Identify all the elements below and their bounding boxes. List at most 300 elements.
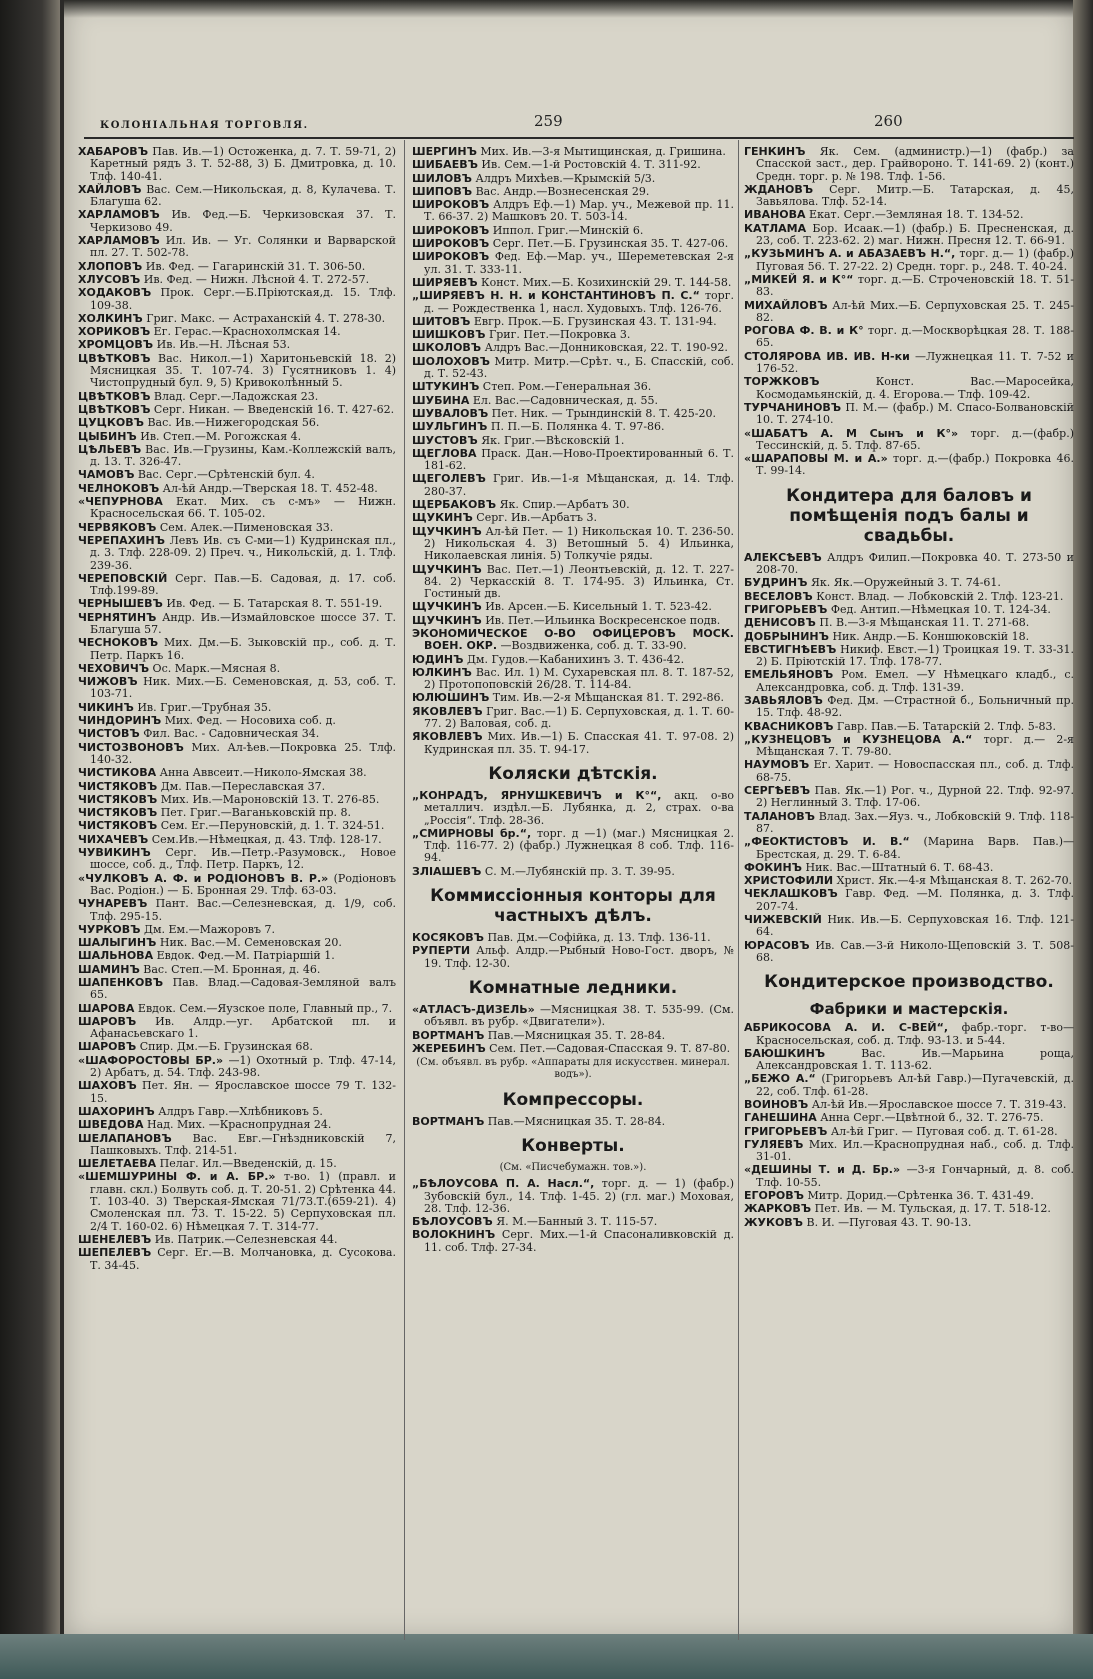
directory-entry bbox=[744, 428, 1074, 453]
entry-name: ЧАМОВЪ bbox=[78, 468, 135, 482]
entry-name: «ШЕМШУРИНЫ Ф. и А. БР.» bbox=[78, 1170, 276, 1184]
entry-details: фабр.-торг. т-во—Красносельская, соб. д. Тлф. 93-13. и 5-44. bbox=[756, 1021, 1074, 1047]
directory-entry bbox=[412, 473, 734, 498]
entry-name: МИХАЙЛОВЪ bbox=[744, 298, 828, 312]
entry-details: Ел. Вас.—Садовническая, д. 55. bbox=[469, 393, 658, 407]
directory-entry bbox=[78, 715, 396, 727]
entry-details: Серг. Митр.—Б. Татарская, д. 45, Завьялова. Тлф. 52-14. bbox=[756, 182, 1074, 209]
directory-entry bbox=[78, 1003, 396, 1015]
directory-entry bbox=[78, 612, 396, 637]
entry-name: ШИРОКОВЪ bbox=[412, 250, 490, 264]
directory-entry bbox=[412, 199, 734, 224]
column-divider bbox=[404, 140, 405, 1640]
directory-entry bbox=[78, 1055, 396, 1080]
entry-name: ДЕНИСОВЪ bbox=[744, 616, 816, 630]
directory-entry bbox=[78, 146, 396, 183]
entry-details: Фед. Дм. —Страстной б., Больничный пр. 15. Тлф. 48-92. bbox=[756, 693, 1074, 720]
entry-name: ЖЕРЕБИНЪ bbox=[412, 1041, 486, 1055]
entry-details: Пелаг. Ил.—Введенскій, д. 15. bbox=[156, 1157, 337, 1171]
entry-name: ШАЛЬНОВА bbox=[78, 949, 154, 963]
directory-entry bbox=[78, 937, 396, 949]
entry-details: Пав. Дм.—Софійка, д. 13. Тлф. 136-11. bbox=[483, 931, 711, 945]
entry-details: Серг. Никан. — Введенскій 16. Т. 427-62. bbox=[150, 402, 395, 416]
entry-details: Мих. Ив.—3-я Мытищинская, д. Гришина. bbox=[476, 145, 726, 158]
entry-details: Анна Аввсеит.—Николо-Ямская 38. bbox=[156, 766, 367, 780]
entry-details: Бор. Исаак.—1) (фабр.) Б. Пресненская, д. 23, соб. Т. 223-62. 2) маг. Нижн. Пресня 12. Т. 66-91. bbox=[756, 221, 1074, 248]
directory-entry bbox=[78, 637, 396, 662]
entry-details: Григ. Макс. — Астраханскій 4. Т. 278-30. bbox=[142, 311, 386, 325]
directory-entry bbox=[744, 631, 1074, 643]
entry-name: ШАРОВЪ bbox=[78, 1014, 137, 1028]
entry-details: Конст. Вас.—Маросейка, Космодамьянскій, д. 4. Егорова.— Тлф. 109-42. bbox=[756, 375, 1074, 401]
entry-name: ЗЛІАШЕВЪ bbox=[412, 864, 482, 878]
directory-entry bbox=[744, 146, 1074, 183]
entry-name: ЧЕЛНОКОВЪ bbox=[78, 481, 160, 495]
entry-details: Ил. Ив. — Уг. Солянки и Варварской пл. 27. Т. 502-78. bbox=[90, 234, 396, 260]
entry-name: ЧИСТИКОВА bbox=[78, 766, 157, 780]
entry-name: „МИКЕЙ Я. и К°“ bbox=[744, 272, 854, 286]
directory-entry bbox=[78, 834, 396, 846]
directory-entry bbox=[412, 277, 734, 289]
entry-details: П. В.—3-я Мѣщанская 11. Т. 271-68. bbox=[815, 616, 1030, 630]
directory-entry bbox=[744, 759, 1074, 784]
directory-entry bbox=[412, 1116, 734, 1128]
directory-entry bbox=[744, 1126, 1074, 1138]
directory-entry bbox=[78, 1133, 396, 1158]
directory-entry bbox=[744, 669, 1074, 694]
entry-name: ШИРЯЕВЪ bbox=[412, 275, 478, 289]
page-number-left: 259 bbox=[534, 112, 563, 130]
entry-name: „КУЗНЕЦОВЪ и КУЗНЕЦОВА А.“ bbox=[744, 732, 973, 746]
entry-details: П. М.— (фабр.) М. Спасо-Болвановскій 10. Т. 274-10. bbox=[756, 400, 1074, 427]
entry-details: Фед. Еф.—Мар. уч., Шереметевская 2-я ул. 31. Т. 333-11. bbox=[424, 250, 734, 276]
entry-name: ШВЕДОВА bbox=[78, 1118, 144, 1132]
entry-name: РУПЕРТИ bbox=[412, 944, 471, 958]
entry-details: Ник. Ив.—Б. Серпуховская 16. Тлф. 121-64. bbox=[756, 913, 1074, 939]
entry-name: ШИРОКОВЪ bbox=[412, 198, 490, 212]
entry-details: Серг. Пет.—Б. Грузинская 35. Т. 427-06. bbox=[489, 237, 729, 251]
entry-name: «ШАБАТЪ А. М Сынъ и К°» bbox=[744, 426, 959, 440]
entry-name: ЩЕГОЛЕВЪ bbox=[412, 472, 486, 486]
directory-entry bbox=[78, 728, 396, 740]
directory-entry bbox=[78, 794, 396, 806]
entry-name: ШУВАЛОВЪ bbox=[412, 406, 489, 420]
entry-name: «ЧЕПУРНОВА bbox=[78, 495, 163, 509]
directory-entry bbox=[412, 828, 734, 865]
directory-entry bbox=[78, 287, 396, 312]
entry-details: Пет. Ян. — Ярославское шоссе 79 Т. 132-15. bbox=[90, 1079, 396, 1105]
entry-details: Вас. Никол.—1) Харитоньевскій 18. 2) Мясницкая 35. Т. 107-74. 3) Гусятниковъ 1. 4) Чистопрудный бул. 9, 5) Кривоколѣнный 5. bbox=[90, 351, 396, 390]
entry-name: ЖАРКОВЪ bbox=[744, 1202, 812, 1216]
entry-name: ЩУЧКИНЪ bbox=[412, 524, 482, 538]
entry-details: Вас. Ив.—Нижегородская 56. bbox=[143, 416, 320, 430]
directory-entry bbox=[78, 1106, 396, 1118]
directory-entry bbox=[744, 875, 1074, 887]
entry-details: Вас. Степ.—М. Бронная, д. 46. bbox=[139, 962, 321, 976]
entry-name: „КОНРАДЪ, ЯРНУШКЕВИЧЪ и К°“, bbox=[412, 788, 662, 802]
entry-details: Ник. Вас.—М. Семеновская 20. bbox=[156, 936, 342, 950]
scanner-bed bbox=[0, 1634, 1093, 1679]
entry-details: Ив. Сем.—1-й Ростовскій 4. Т. 311-92. bbox=[477, 158, 701, 172]
entry-details: Як. Спир.—Арбатъ 30. bbox=[496, 498, 630, 512]
column-1 bbox=[78, 146, 396, 1273]
entry-details: Анна Серг.—Цвѣтной б., 32. Т. 276-75. bbox=[816, 1111, 1044, 1125]
entry-name: ШАРОВА bbox=[78, 1001, 135, 1015]
entry-name: ЧИСТЯКОВЪ bbox=[78, 779, 158, 793]
entry-name: КОСЯКОВЪ bbox=[412, 931, 484, 945]
directory-entry bbox=[744, 1164, 1074, 1189]
entry-details: Ив. Алдр.—уг. Арбатской пл. и Афанасьевскаго 1. bbox=[90, 1014, 396, 1041]
directory-entry bbox=[78, 742, 396, 767]
directory-entry bbox=[744, 836, 1074, 861]
entry-details: Пет. Ник. — Трындинскій 8. Т. 425-20. bbox=[488, 406, 716, 420]
entry-name: ШАМИНЪ bbox=[78, 962, 140, 976]
directory-entry bbox=[412, 1229, 734, 1254]
entry-name: ШАХОРИНЪ bbox=[78, 1104, 155, 1118]
section-heading: Кондитерское производство. bbox=[764, 972, 1054, 993]
entry-name: ЧЕРНЯТИНЪ bbox=[78, 610, 157, 624]
directory-entry bbox=[412, 615, 734, 627]
entry-name: ШАРОВЪ bbox=[78, 1040, 137, 1054]
entry-name: ФОКИНЪ bbox=[744, 860, 802, 874]
directory-entry bbox=[744, 1139, 1074, 1164]
directory-entry bbox=[412, 731, 734, 756]
entry-details: Мих. Дм.—Б. Зыковскій пр., соб. д. Т. Петр. Паркъ 16. bbox=[90, 636, 396, 662]
entry-details: (Марина Варв. Пав.)— Брестская, д. 29. Т. 6-84. bbox=[756, 835, 1074, 861]
entry-details: Пет. Григ.—Ваганьковскій пр. 8. bbox=[157, 806, 352, 820]
entry-name: ТАЛАНОВЪ bbox=[744, 809, 815, 823]
entry-name: ЮРАСОВЪ bbox=[744, 938, 810, 952]
directory-entry bbox=[412, 356, 734, 381]
entry-details: Алдръ Филип.—Покровка 40. Т. 273-50 и 208-70. bbox=[756, 550, 1074, 577]
entry-name: ЦВѢТКОВЪ bbox=[78, 389, 151, 403]
directory-entry bbox=[744, 351, 1074, 376]
entry-name: ВОРТМАНЪ bbox=[412, 1028, 485, 1042]
entry-name: „БѢЛОУСОВА П. А. Насл.“, bbox=[412, 1177, 595, 1191]
directory-entry bbox=[412, 564, 734, 601]
entry-details: Христ. Як.—4-я Мѣщанская 8. Т. 262-70. bbox=[833, 874, 1073, 888]
entry-details: Евдок. Фед.—М. Патріаршій 1. bbox=[153, 949, 335, 963]
entry-details: торг. д.— 2-я Мѣщанская 7. Т. 79-80. bbox=[756, 732, 1074, 759]
entry-name: ШАПЕНКОВЪ bbox=[78, 976, 164, 989]
directory-entry bbox=[78, 326, 396, 338]
entry-name: «ЧУЛКОВЪ А. Ф. и РОДІОНОВЪ В. Р.» bbox=[78, 871, 329, 885]
directory-entry bbox=[78, 1041, 396, 1053]
directory-entry bbox=[78, 483, 396, 495]
entry-details: Ал-ѣй Ив.—Ярославское шоссе 7. Т. 319-43. bbox=[808, 1098, 1067, 1111]
directory-entry bbox=[78, 496, 396, 521]
directory-entry bbox=[78, 535, 396, 572]
entry-name: ШОЛОХОВЪ bbox=[412, 354, 490, 368]
entry-name: ЧУНАРЕВЪ bbox=[78, 897, 148, 911]
entry-details: Фед. Антип.—Нѣмецкая 10. Т. 124-34. bbox=[827, 602, 1051, 616]
directory-entry bbox=[78, 767, 396, 779]
entry-name: ЧИСТЯКОВЪ bbox=[78, 806, 158, 820]
entry-name: ВОЛОКНИНЪ bbox=[412, 1228, 496, 1242]
directory-entry bbox=[78, 807, 396, 819]
entry-name: ЮЛКИНЪ bbox=[412, 665, 472, 679]
directory-entry bbox=[744, 1048, 1074, 1073]
entry-name: ШЕНЕЛЕВЪ bbox=[78, 1232, 152, 1246]
entry-details: Вас. Ив.—Марьина роща, Александровская 1. Т. 113-62. bbox=[756, 1046, 1074, 1073]
entry-details: В. И. —Пуговая 43. Т. 90-13. bbox=[803, 1215, 972, 1229]
directory-entry bbox=[744, 1112, 1074, 1124]
entry-name: ШИРОКОВЪ bbox=[412, 237, 490, 251]
entry-name: ШИТОВЪ bbox=[412, 314, 471, 328]
directory-entry bbox=[78, 1158, 396, 1170]
directory-entry bbox=[78, 391, 396, 403]
directory-entry bbox=[78, 404, 396, 416]
page-content bbox=[64, 0, 1076, 1640]
directory-entry bbox=[412, 932, 734, 944]
directory-entry bbox=[744, 617, 1074, 629]
entry-details: Митр. Митр.—Срѣт. ч., Б. Спасскій, соб. д. Т. 52-43. bbox=[424, 354, 734, 381]
directory-entry bbox=[412, 667, 734, 692]
entry-name: ЧИСТОЗВОНОВЪ bbox=[78, 740, 184, 754]
entry-details: Иппол. Григ.—Минскій 6. bbox=[489, 223, 644, 237]
entry-name: ШУБИНА bbox=[412, 393, 470, 407]
entry-details: Як. Григ.—Вѣсковскій 1. bbox=[477, 433, 625, 447]
entry-details: Ром. Емел. —У Нѣмецкаго кладб., с. Александровка, соб. д. Тлф. 131-39. bbox=[756, 668, 1074, 694]
entry-details: Пав. Як.—1) Рог. ч., Дурной 22. Тлф. 92-97. 2) Неглинный 3. Тлф. 17-06. bbox=[756, 784, 1074, 810]
entry-details: Прок. Серг.—Б.Пріютская,д. 15. Тлф. 109-38. bbox=[90, 286, 396, 312]
entry-name: ЧЕХОВИЧЪ bbox=[78, 661, 150, 675]
entry-name: ХРИСТОФИЛИ bbox=[744, 874, 834, 888]
entry-name: ШУЛЬГИНЪ bbox=[412, 420, 488, 434]
directory-entry bbox=[78, 522, 396, 534]
entry-details: Конст. Влад. — Лобковскій 2. Тлф. 123-21. bbox=[812, 589, 1064, 603]
entry-details: Ег. Харит. — Новоспасская пл., соб. д. Тлф. 68-75. bbox=[756, 758, 1074, 784]
entry-details: Ив. Степ.—М. Рогожская 4. bbox=[136, 429, 302, 443]
entry-details: —Лужнецкая 11. Т. 7-52 и 176-52. bbox=[756, 349, 1074, 376]
section-subheading: Фабрики и мастерскія. bbox=[809, 1000, 1009, 1019]
directory-entry bbox=[412, 238, 734, 250]
entry-details: Ив. Сав.—3-й Николо-Щеповскій 3. Т. 508-68. bbox=[756, 938, 1074, 964]
entry-name: ГРИГОРЬЕВЪ bbox=[744, 1124, 828, 1138]
entry-details: —Воздвиженка, соб. д. Т. 33-90. bbox=[497, 639, 687, 653]
directory-entry bbox=[744, 552, 1074, 577]
entry-name: ХАБАРОВЪ bbox=[78, 145, 149, 158]
entry-name: ХОРИКОВЪ bbox=[78, 325, 151, 339]
entry-name: ЩУЧКИНЪ bbox=[412, 613, 482, 627]
directory-entry bbox=[744, 248, 1074, 273]
directory-entry bbox=[78, 1234, 396, 1246]
entry-name: ЧУВИКИНЪ bbox=[78, 846, 151, 860]
directory-entry bbox=[412, 499, 734, 511]
entry-details: Гавр. Фед. —М. Полянка, д. 3. Тлф. 207-74. bbox=[756, 887, 1074, 913]
entry-name: ЧУРКОВЪ bbox=[78, 922, 141, 936]
entry-name: «ДЕШИНЫ Т. и Д. Бр.» bbox=[744, 1163, 901, 1177]
entry-details: Серг. Мих.—1-й Спасоналивковскій д. 11. соб. Тлф. 27-34. bbox=[424, 1228, 734, 1254]
entry-details: Евгр. Прок.—Б. Грузинская 43. Т. 131-94. bbox=[470, 314, 717, 328]
directory-entry bbox=[744, 811, 1074, 836]
entry-details: Мих. Фед. — Носовиха соб. д. bbox=[161, 714, 336, 728]
entry-details: Левъ Ив. съ С-ми—1) Кудринская пл., д. 3. Тлф. 228-09. 2) Преч. ч., Никольскій, д. 1. Тлф. 239-36. bbox=[90, 533, 396, 572]
directory-entry bbox=[78, 820, 396, 832]
entry-name: ХАРЛАМОВЪ bbox=[78, 208, 160, 222]
directory-entry bbox=[412, 173, 734, 185]
entry-details: Ег. Герас.—Краснохолмская 14. bbox=[150, 325, 341, 339]
entry-name: КВАСНИКОВЪ bbox=[744, 719, 834, 733]
directory-entry bbox=[78, 431, 396, 443]
directory-entry bbox=[78, 1016, 396, 1041]
entry-name: НАУМОВЪ bbox=[744, 758, 810, 772]
directory-entry bbox=[412, 1043, 734, 1055]
entry-name: БѢЛОУСОВЪ bbox=[412, 1215, 493, 1229]
entry-name: ЧИКИНЪ bbox=[78, 700, 134, 714]
directory-entry bbox=[78, 339, 396, 351]
entry-details: Митр. Дорид.—Срѣтенка 36. Т. 431-49. bbox=[804, 1189, 1034, 1203]
directory-entry bbox=[78, 469, 396, 481]
directory-entry bbox=[744, 402, 1074, 427]
entry-name: ЧЕРЕПАХИНЪ bbox=[78, 533, 165, 547]
entry-details: торг. д.— 1) (фабр.) Пуговая 56. Т. 27-22. 2) Средн. торг. р., 248. Т. 40-24. bbox=[756, 247, 1075, 273]
entry-name: ЧЕКЛАШКОВЪ bbox=[744, 887, 838, 901]
entry-name: ШАХОВЪ bbox=[78, 1079, 137, 1093]
entry-details: Ив. Фед. — Нижн. Лѣсной 4. Т. 272-57. bbox=[140, 272, 370, 286]
directory-entry bbox=[744, 940, 1074, 965]
entry-name: ЧЕСНОКОВЪ bbox=[78, 636, 159, 650]
entry-details: —1) Охотный р. Тлф. 47-14, 2) Арбатъ, д. 54. Тлф. 243-98. bbox=[90, 1053, 396, 1080]
entry-name: ШИЛОВЪ bbox=[412, 171, 473, 185]
directory-entry bbox=[412, 186, 734, 198]
entry-name: ЯКОВЛЕВЪ bbox=[412, 704, 483, 718]
directory-entry bbox=[78, 676, 396, 701]
entry-name: ЦВѢТКОВЪ bbox=[78, 351, 151, 365]
entry-details: —3-я Гончарный, д. 8. соб. Тлф. 10-55. bbox=[756, 1163, 1074, 1189]
entry-details: Пав.—Мясницкая 35. Т. 28-84. bbox=[484, 1028, 666, 1042]
directory-entry bbox=[412, 251, 734, 276]
entry-name: ВОРТМАНЪ bbox=[412, 1114, 485, 1128]
entry-details: Ос. Марк.—Мясная 8. bbox=[149, 661, 281, 675]
directory-entry bbox=[744, 644, 1074, 669]
directory-entry bbox=[78, 873, 396, 898]
entry-details: Григ. Пет.—Покровка 3. bbox=[485, 328, 631, 342]
entry-details: торг. д.—Б. Строченовскій 18. Т. 51-83. bbox=[756, 272, 1074, 299]
entry-details: Як. Як.—Оружейный 3. Т. 74-61. bbox=[807, 576, 1001, 590]
entry-name: СЕРГѢЕВЪ bbox=[744, 784, 811, 798]
directory-entry bbox=[412, 706, 734, 731]
directory-entry bbox=[744, 785, 1074, 810]
entry-name: „КУЗЬМИНЪ А. и АБАЗАЕВЪ Н.“, bbox=[744, 247, 956, 261]
entry-details: торг. д.—(фабр.) Покровка 46. Т. 99-14. bbox=[756, 452, 1074, 478]
entry-name: ШИРОКОВЪ bbox=[412, 223, 490, 237]
entry-details: Алдръ Гавр.—Хлѣбниковъ 5. bbox=[154, 1104, 323, 1118]
entry-details: Григ. Вас.—1) Б. Серпуховская, д. 1. Т. 60-77. 2) Валовая, соб. д. bbox=[424, 704, 734, 731]
entry-details: Влад. Зах.—Яуз. ч., Лобковскій 9. Тлф. 118-87. bbox=[756, 809, 1074, 835]
entry-details: —Мясницкая 38. Т. 535-99. (См. объявл. въ рубр. «Двигатели»). bbox=[424, 1002, 734, 1029]
directory-entry bbox=[744, 577, 1074, 589]
entry-details: Дм. Ем.—Мажоровъ 7. bbox=[140, 922, 275, 936]
entry-details: Мих. Ил.—Краснопрудная наб., соб. д. Тлф. 31-01. bbox=[756, 1137, 1074, 1164]
column-divider bbox=[738, 140, 739, 1640]
directory-entry bbox=[412, 408, 734, 420]
directory-entry bbox=[744, 1190, 1074, 1202]
entry-details: т-во. 1) (правл. и главн. скл.) Болвуть соб. д. Т. 20-51. 2) Срѣтенка 44. Т. 103-40. 3) Тверская-Ямская 71/73.Т.(659-21). 4) Смоленская пл. 73. Т. 15-22. 5) Серпуховская пл. 2/4 Т. 160-02. 6) Нѣмецкая 7. Т. 314-77. bbox=[90, 1170, 396, 1233]
entry-details: Як. Сем. (администр.)—1) (фабр.) за Спасской заст., дер. Грайвороно. Т. 141-69. 2) (конт.) Средн. торг. р. № 198. Тлф. 1-56. bbox=[756, 145, 1074, 183]
entry-details: Вас. Ил. 1) М. Сухаревская пл. 8. Т. 187-52, 2) Протопоповскій 26/28. Т. 114-84. bbox=[424, 665, 734, 692]
directory-entry bbox=[78, 353, 396, 390]
entry-details: Серг. Пав.—Б. Садовая, д. 17. соб. Тлф.199-89. bbox=[90, 571, 396, 598]
page-number-right: 260 bbox=[874, 112, 903, 130]
directory-entry bbox=[78, 1247, 396, 1272]
entry-name: «АТЛАСЪ-ДИЗЕЛЬ» bbox=[412, 1002, 535, 1016]
entry-name: БУДРИНЪ bbox=[744, 576, 808, 590]
entry-details: Ник. Андр.—Б. Коншюковскій 18. bbox=[828, 629, 1030, 643]
entry-name: ЧИНДОРИНЪ bbox=[78, 714, 162, 728]
directory-entry bbox=[412, 435, 734, 447]
entry-details: (Родіоновъ Вас. Родіон.) — Б. Бронная 29. Тлф. 63-03. bbox=[90, 871, 396, 897]
entry-details: Екат. Серг.—Земляная 18. Т. 134-52. bbox=[805, 208, 1024, 222]
directory-entry bbox=[744, 376, 1074, 401]
entry-details: Альф. Алдр.—Рыбный Ново-Гост. дворъ, № 19. Тлф. 12-30. bbox=[424, 944, 734, 970]
entry-name: ХАРЛАМОВЪ bbox=[78, 234, 160, 248]
entry-name: ТУРЧАНИНОВЪ bbox=[744, 400, 842, 414]
entry-details: Екат. Мих. съ с-мъ» — Нижн. Красносельская 66. Т. 105-02. bbox=[90, 495, 396, 521]
entry-name: ХЛУСОВЪ bbox=[78, 272, 141, 286]
entry-details: Мих. Ив.—Мароновскій 13. Т. 276-85. bbox=[157, 792, 380, 806]
entry-details: Григ. Ив.—1-я Мѣщанская, д. 14. Тлф. 280-37. bbox=[424, 472, 734, 498]
entry-details: Пав.—Мясницкая 35. Т. 28-84. bbox=[484, 1114, 666, 1128]
entry-details: торг. д —1) (маг.) Мясницкая 2. Тлф. 116-77. 2) (фабр.) Лужнецкая 8 соб. Тлф. 116-94. bbox=[424, 826, 734, 865]
directory-entry bbox=[744, 1073, 1074, 1098]
directory-entry bbox=[412, 601, 734, 613]
entry-details: Ал-ѣй Мих.—Б. Серпуховская 25. Т. 245-82. bbox=[756, 298, 1074, 324]
entry-name: ЧИЖЕВСКІЙ bbox=[744, 913, 822, 927]
entry-name: ЖДАНОВЪ bbox=[744, 182, 814, 196]
entry-name: „ФЕОКТИСТОВЪ И. В.“ bbox=[744, 835, 910, 849]
entry-details: Сем. Алек.—Пименовская 33. bbox=[156, 520, 334, 534]
section-heading: Компрессоры. bbox=[502, 1089, 644, 1110]
entry-details: Серг. Ив.—Арбатъ 3. bbox=[472, 511, 597, 525]
entry-details: С. М.—Лубянскій пр. 3. Т. 39-95. bbox=[481, 864, 675, 878]
directory-entry bbox=[78, 313, 396, 325]
entry-details: Вас. Сем.—Никольская, д. 8, Кулачева. Т. Благуша 62. bbox=[90, 182, 396, 209]
entry-details: Пет. Ив. — М. Тульская, д. 17. Т. 518-12. bbox=[811, 1202, 1051, 1216]
directory-entry bbox=[412, 146, 734, 158]
entry-name: ХАЙЛОВЪ bbox=[78, 182, 142, 196]
entry-name: ЖУКОВЪ bbox=[744, 1215, 804, 1229]
directory-entry bbox=[412, 790, 734, 827]
entry-details: акц. о-во металлич. издѣл.—Б. Лубянка, д. 2, страх. о-ва „Россія“. Тлф. 28-36. bbox=[424, 788, 735, 827]
entry-details: Ив. Патрик.—Селезневская 44. bbox=[151, 1232, 338, 1246]
entry-name: ГЕНКИНЪ bbox=[744, 145, 806, 158]
entry-name: ВОИНОВЪ bbox=[744, 1098, 809, 1111]
entry-details: Ник. Вас.—Штатный 6. Т. 68-43. bbox=[802, 860, 994, 874]
entry-details: Вас. Пет.—1) Леонтьевскій, д. 12. Т. 227-84. 2) Черкасскій 8. Т. 174-95. 3) Ильинка, Ст. Гостиный дв. bbox=[424, 562, 734, 601]
entry-details: Мих. Ив.—1) Б. Спасская 41. Т. 97-08. 2) Кудринская пл. 35. Т. 94-17. bbox=[424, 730, 734, 756]
directory-entry bbox=[412, 1004, 734, 1029]
entry-details: Ал-ѣй Григ. — Пуговая соб. д. Т. 61-28. bbox=[827, 1124, 1058, 1138]
entry-name: ЕВСТИГНѢЕВЪ bbox=[744, 642, 837, 656]
section-heading: Конверты. bbox=[521, 1136, 625, 1156]
directory-entry bbox=[78, 898, 396, 923]
directory-entry bbox=[412, 512, 734, 524]
entry-details: Пант. Вас.—Селезневская, д. 1/9, соб. Тлф. 295-15. bbox=[90, 897, 396, 923]
column-2 bbox=[412, 146, 734, 1255]
entry-name: СТОЛЯРОВА ИВ. ИВ. Н-ки bbox=[744, 349, 910, 363]
directory-entry bbox=[412, 654, 734, 666]
entry-name: ЯКОВЛЕВЪ bbox=[412, 730, 483, 744]
entry-name: ЧЕРЕПОВСКІЙ bbox=[78, 571, 168, 585]
directory-entry bbox=[412, 381, 734, 393]
directory-entry bbox=[744, 604, 1074, 616]
entry-details: Ив. Фед.—Б. Черкизовская 37. Т. Черкизово 49. bbox=[90, 208, 396, 234]
entry-details: Сем. Ег.—Перуновскій, д. 1. Т. 324-51. bbox=[157, 819, 385, 833]
entry-name: КАТЛАМА bbox=[744, 221, 807, 235]
header-rule bbox=[84, 137, 1074, 139]
entry-details: Пав. Влад.—Садовая-Земляной валъ 65. bbox=[90, 976, 396, 1002]
